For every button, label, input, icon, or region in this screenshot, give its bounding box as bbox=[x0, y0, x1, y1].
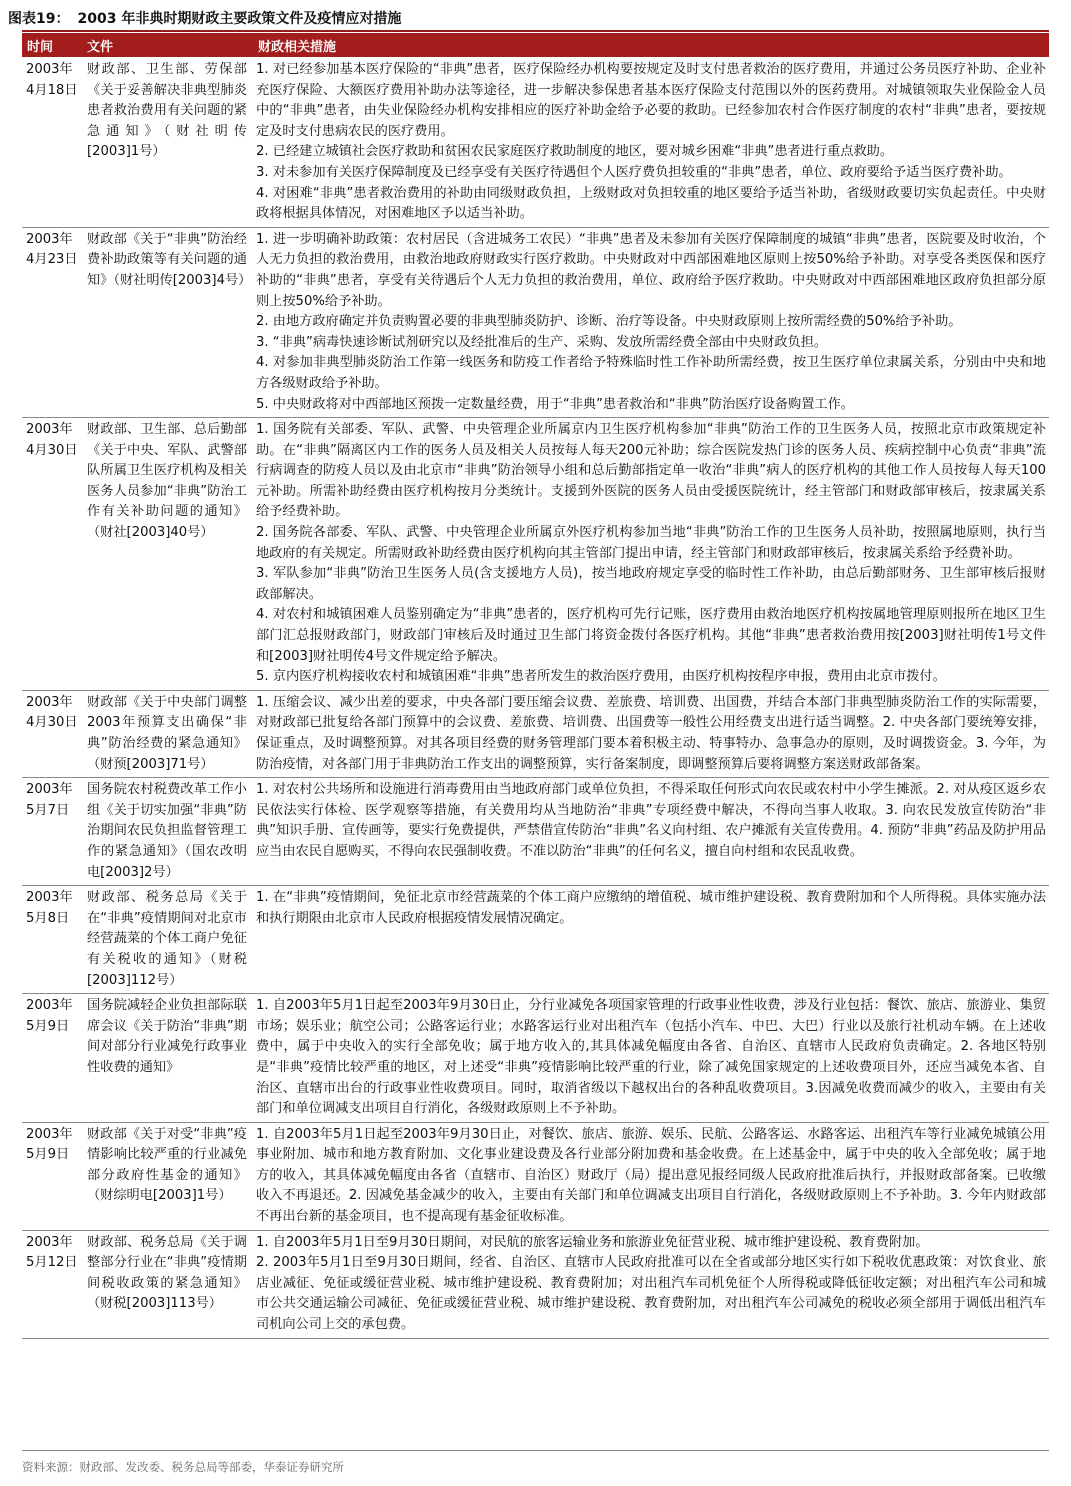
top-rule bbox=[22, 30, 1049, 32]
row-document: 财政部、税务总局《关于调整部分行业在“非典”疫情期间税收政策的紧急通知》（财税[2003]113号） bbox=[87, 1234, 247, 1312]
row-date: 2003年5月9日 bbox=[26, 998, 73, 1034]
header-file: 文件 bbox=[87, 39, 114, 55]
row-document: 财政部、卫生部、总后勤部《关于中央、军队、武警部队所属卫生医疗机构及相关医务人员参加“非典”防治工作有关补助问题的通知》（财社[2003]40号） bbox=[87, 422, 247, 541]
table-row bbox=[22, 58, 1049, 228]
measure-item: 2. 已经建立城镇社会医疗救助和贫困农民家庭医疗救助制度的地区，要对城乡困难“非典”患者进行重点救助。 bbox=[256, 144, 894, 160]
table-header bbox=[22, 33, 1049, 57]
measure-item: 2. 由地方政府确定并负责购置必要的非典型肺炎防护、诊断、治疗等设备。中央财政原则上按所需经费的50%给予补助。 bbox=[256, 314, 962, 330]
measure-item: 1. 自2003年5月1日至9月30日期间，对民航的旅客运输业务和旅游业免征营业税、城市维护建设税、教育费附加。 bbox=[256, 1234, 929, 1250]
measure-item: 3. 军队参加“非典”防治卫生医务人员(含支援地方人员)，按当地政府规定享受的临时性工作补助，由总后勤部财务、卫生部审核后报财政部解决。 bbox=[256, 566, 1046, 602]
row-date: 2003年5月7日 bbox=[26, 782, 73, 818]
row-date: 2003年4月30日 bbox=[26, 422, 78, 458]
table-row bbox=[22, 886, 1049, 994]
bottom-rule bbox=[22, 1450, 1049, 1451]
table-row bbox=[22, 228, 1049, 418]
row-measures bbox=[250, 778, 1049, 885]
measure-item: 1. 压缩会议、减少出差的要求，中央各部门要压缩会议费、差旅费、培训费、出国费，并结合本部门非典型肺炎防治工作的实际需要，对财政部已批复给各部门预算中的会议费、差旅费、培训费、出国费等一般性公用经费支出进行适当调整。2. 中央各部门要统筹安排，保证重点，及时调整预算。对其各项目经费的财务管理部门要本着积极主动、特事特办、急事急办的原则，及时调拨资金。3. 今年，为防治疫情，对各部门用于非典防治工作支出的调整预算，实行备案制度，即调整预算后要将调整方案送财政部备案。 bbox=[256, 694, 1046, 772]
row-document: 国务院农村税费改革工作小组《关于切实加强“非典”防治期间农民负担监督管理工作的紧急通知》（国农改明电[2003]2号） bbox=[87, 782, 247, 880]
measure-item: 4. 对困难“非典”患者救治费用的补助由同级财政负担，上级财政对负担较重的地区要给予适当补助，省级财政要切实负起责任。中央财政将根据具体情况，对困难地区予以适当补助。 bbox=[256, 185, 1046, 222]
measure-item: 1. 国务院有关部委、军队、武警、中央管理企业所属京内卫生医疗机构参加“非典”防治工作的卫生医务人员，按照北京市政策规定补助。在“非典”隔离区内工作的医务人员及相关人员按每人每天200元补助；综合医院发热门诊的医务人员、疾病控制中心负责“非典”流行病调查的防疫人员以及由北京市“非典”防治领导小组和总后勤部指定单一收治“非典”病人的医疗机构的其他工作人员按每人每天100元补助。所需补助经费由医疗机构按月分类统计。支援到外医院的医务人员由受援医院统计，经主管部门和财政部审核后，按隶属关系给予经费补助。 bbox=[256, 422, 1046, 520]
measure-item: 2. 国务院各部委、军队、武警、中央管理企业所属京外医疗机构参加当地“非典”防治工作的卫生医务人员补助，按照属地原则，执行当地政府的有关规定。所需财政补助经费由医疗机构向其主管部门提出申请，经主管部门和财政部审核后，按隶属关系给予经费补助。 bbox=[256, 525, 1046, 561]
measure-item: 3. “非典”病毒快速诊断试剂研究以及经批准后的生产、采购、发放所需经费全部由中央财政负担。 bbox=[256, 334, 828, 350]
table-row bbox=[22, 1123, 1049, 1231]
row-measures bbox=[250, 886, 1049, 993]
measure-item: 5. 京内医疗机构接收农村和城镇困难“非典”患者所发生的救治医疗费用，由医疗机构按程序申报，费用由北京市拨付。 bbox=[256, 669, 946, 685]
figure-title-text: 2003 年非典时期财政主要政策文件及疫情应对措施 bbox=[77, 11, 402, 27]
row-date: 2003年5月9日 bbox=[26, 1126, 73, 1163]
row-date: 2003年4月30日 bbox=[26, 694, 78, 731]
row-document: 国务院减轻企业负担部际联席会议《关于防治“非典”期间对部分行业减免行政事业性收费的通知》 bbox=[87, 998, 247, 1075]
measure-item: 1. 在“非典”疫情期间，免征北京市经营蔬菜的个体工商户应缴纳的增值税、城市维护建设税、教育费附加和个人所得税。具体实施办法和执行期限由北京市人民政府根据疫情发展情况确定。 bbox=[256, 890, 1046, 926]
measure-item: 1. 对农村公共场所和设施进行消毒费用由当地政府部门或单位负担，不得采取任何形式向农民或农村中小学生摊派。2. 对从疫区返乡农民依法实行体检、医学观察等措施，有关费用均从当地防治“非典”专项经费中解决，不得向当事人收取。3. 向农民发放宣传防治“非典”知识手册、宣传画等，要实行免费提供，严禁借宣传防治“非典”名义向村组、农户摊派有关宣传费用。4. 预防“非典”药品及防护用品应当由农民自愿购买，不得向农民强制收费。不准以防治“非典”的任何名义，擅自向村组和农民乱收费。 bbox=[256, 782, 1046, 859]
figure-label: 图表19： bbox=[8, 11, 70, 27]
row-date: 2003年4月18日 bbox=[26, 62, 78, 98]
row-measures bbox=[250, 1123, 1049, 1230]
measure-item: 1. 进一步明确补助政策：农村居民（含进城务工农民）“非典”患者及未参加有关医疗保障制度的城镇“非典”患者，医院要及时收治，个人无力负担的救治费用，由救治地政府财政实行医疗救助。中央财政对中西部困难地区原则上按50%给予补助。对享受各类医保和医疗补助的“非典”患者，享受有关待遇后个人无力负担的救治费用，单位、政府给予医疗救助。中央财政对中西部困难地区政府负担部分原则上按50%给予补助。 bbox=[256, 231, 1046, 309]
row-document: 财政部《关于对受“非典”疫情影响比较严重的行业减免部分政府性基金的通知》（财综明电[2003]1号） bbox=[87, 1126, 247, 1204]
source-note: 资料来源：财政部、发改委、税务总局等部委，华泰证券研究所 bbox=[22, 1460, 344, 1474]
measure-item: 1. 自2003年5月1日起至2003年9月30日止，分行业减免各项国家管理的行政事业性收费，涉及行业包括：餐饮、旅店、旅游业、集贸市场；娱乐业；航空公司；公路客运行业；水路客运行业对出租汽车（包括小汽车、中巴、大巴）行业以及旅行社机动车辆。在上述收费中，属于中央收入的实行全部免收；属于地方收入的,其具体减免幅度由各省、自治区、直辖市人民政府负责确定。2. 各地区特别是“非典”疫情比较严重的地区，对上述受“非典”疫情影响比较严重的行业，除了减免国家规定的上述收费项目外，还应当减免本省、自治区、直辖市出台的行政事业性收费项目。同时，取消省级以下越权出台的各种乱收费项目。3.因减免收费而减少的收入，主要由有关部门和单位调减支出项目自行消化，各级财政原则上不予补助。 bbox=[256, 998, 1046, 1117]
measure-item: 3. 对未参加有关医疗保障制度及已经享受有关医疗待遇但个人医疗费负担较重的“非典”患者，单位、政府要给予适当医疗费补助。 bbox=[256, 164, 1012, 180]
row-measures bbox=[250, 1231, 1049, 1338]
measure-item: 1. 自2003年5月1日起至2003年9月30日止，对餐饮、旅店、旅游、娱乐、民航、公路客运、水路客运、出租汽车等行业减免城镇公用事业附加、城市和地方教育附加、文化事业建设费及各行业部分附加费和基金收费。在上述基金中，属于中央的收入全部免收；属于地方的收入，其具体减免幅度由各省（直辖市、自治区）财政厅（局）提出意见报经同级人民政府批准后执行，并报财政部备案。已收缴收入不再退还。2. 因减免基金减少的收入，主要由有关部门和单位调减支出项目自行消化，各级财政原则上不予补助。3. 今年内财政部不再出台新的基金项目，也不提高现有基金征收标准。 bbox=[256, 1126, 1046, 1225]
measure-item: 4. 对农村和城镇困难人员鉴别确定为“非典”患者的，医疗机构可先行记账，医疗费用由救治地医疗机构按属地管理原则报所在地区卫生部门汇总报财政部门，财政部门审核后及时通过卫生部门将资金拨付各医疗机构。其他“非典”患者救治费用按[2003]财社明传1号文件和[2003]财社明传4号文件规定给予解决。 bbox=[256, 607, 1046, 664]
measure-item: 5. 中央财政将对中西部地区预拨一定数量经费，用于“非典”患者救治和“非典”防治医疗设备购置工作。 bbox=[256, 396, 854, 412]
row-measures bbox=[250, 228, 1049, 417]
measure-item: 1. 对已经参加基本医疗保险的“非典”患者，医疗保险经办机构要按规定及时支付患者救治的医疗费用，并通过公务员医疗补助、企业补充医疗保险、大额医疗费用补助办法等途径，进一步解决参保患者基本医疗保险支付范围以外的医药费用。对城镇领取失业保险金人员中的“非典”患者，由失业保险经办机构安排相应的医疗补助金给予必要的救助。已经参加农村合作医疗制度的农村“非典”患者，要按规定及时支付患病农民的医疗费用。 bbox=[256, 62, 1046, 139]
table-row bbox=[22, 778, 1049, 886]
row-document: 财政部、卫生部、劳保部《关于妥善解决非典型肺炎患者救治费用有关问题的紧急通知》（财社明传[2003]1号） bbox=[87, 62, 247, 160]
header-measures: 财政相关措施 bbox=[258, 39, 337, 55]
figure-title bbox=[8, 8, 401, 28]
header-time: 时间 bbox=[27, 39, 54, 55]
measure-item: 2. 2003年5月1日至9月30日期间，经省、自治区、直辖市人民政府批准可以在全省或部分地区实行如下税收优惠政策：对饮食业、旅店业减征、免征或缓征营业税、城市维护建设税、教育费附加；对出租汽车司机免征个人所得税或降低征收定额；对出租汽车公司和城市公共交通运输公司减征、免征或缓征营业税、城市维护建设税、教育费附加，对出租汽车公司减免的税收必须全部用于调低出租汽车司机向公司上交的承包费。 bbox=[256, 1255, 1046, 1333]
row-date: 2003年4月23日 bbox=[26, 231, 78, 268]
row-document: 财政部《关于“非典”防治经费补助政策等有关问题的通知》（财社明传[2003]4号） bbox=[87, 231, 252, 288]
row-date: 2003年5月12日 bbox=[26, 1234, 78, 1271]
row-document: 财政部《关于中央部门调整2003年预算支出确保“非典”防治经费的紧急通知》（财预[2003]71号） bbox=[87, 694, 247, 772]
measure-item: 4. 对参加非典型肺炎防治工作第一线医务和防疫工作者给予特殊临时性工作补助所需经费，按卫生医疗单位隶属关系，分别由中央和地方各级财政给予补助。 bbox=[256, 355, 1046, 391]
row-document: 财政部、税务总局《关于在“非典”疫情期间对北京市经营蔬菜的个体工商户免征有关税收的通知》（财税[2003]112号） bbox=[87, 890, 247, 988]
table-row bbox=[22, 994, 1049, 1123]
policy-table bbox=[22, 58, 1049, 1339]
table-row bbox=[22, 418, 1049, 691]
row-measures bbox=[250, 418, 1049, 690]
row-measures bbox=[250, 994, 1049, 1122]
row-measures bbox=[250, 58, 1049, 227]
table-row bbox=[22, 691, 1049, 778]
row-measures bbox=[250, 691, 1049, 777]
row-date: 2003年5月8日 bbox=[26, 890, 73, 926]
table-row bbox=[22, 1231, 1049, 1339]
